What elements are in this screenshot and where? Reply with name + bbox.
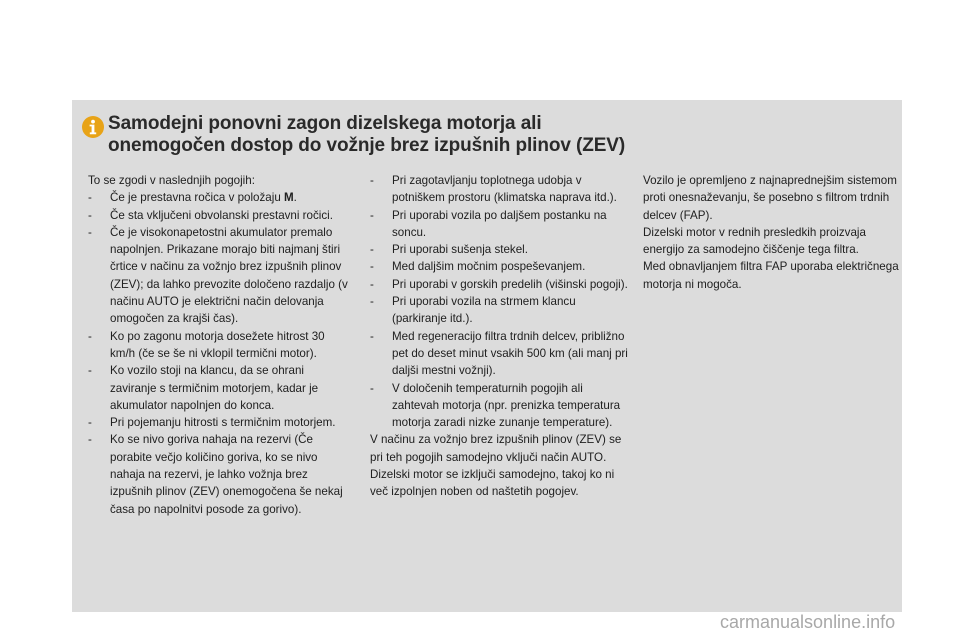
list-item: - V določenih temperaturnih pogojih ali zahtevah motorja (npr. prenizka temperatura motorja zaradi nizke zunanje temperature). — [370, 380, 632, 432]
list-item: - Ko po zagonu motorja dosežete hitrost 30 km/h (če se še ni vklopil termični motor). — [88, 328, 350, 363]
list-item: - Med regeneracijo filtra trdnih delcev, približno pet do deset minut vsakih 500 km (ali manj pri daljši mestni vožnji). — [370, 328, 632, 380]
fap-text-3: Med obnavljanjem filtra FAP uporaba električnega motorja ni mogoča. — [643, 260, 899, 291]
section-title-line-1: Samodejni ponovni zagon dizelskega motorja ali — [108, 113, 542, 134]
list-item: - Pri zagotavljanju toplotnega udobja v potniškem prostoru (klimatska naprava itd.). — [370, 172, 632, 207]
watermark: carmanualsonline.info — [720, 612, 896, 632]
fap-text-2: Dizelski motor v rednih presledkih proizvaja energijo za samodejno čiščenje tega filtra. — [643, 225, 866, 257]
fap-text-1: Vozilo je opremljeno z najnaprednejšim sistemom proti onesnaževanju, še posebno s filtrom trdnih delcev (FAP). — [643, 174, 897, 222]
condition-list-1 — [88, 189, 350, 518]
column-fap-info — [643, 172, 905, 293]
section-title-line-2: onemogočen dostop do vožnje brez izpušnih plinov (ZEV) — [108, 135, 626, 156]
list-item — [88, 189, 350, 206]
column-conditions-2 — [370, 172, 632, 501]
info-icon — [82, 116, 104, 138]
list-item-text: Če je prestavna ročica v položaju — [110, 191, 284, 205]
list-item: - Pri uporabi v gorskih predelih (višinski pogoji). — [370, 276, 632, 293]
list-item: - Pri pojemanju hitrosti s termičnim motorjem. — [88, 414, 350, 431]
list-item: - Pri uporabi vozila po daljšem postanku na soncu. — [370, 207, 632, 242]
gear-position-label: M — [284, 191, 294, 205]
list-item: - Med daljšim močnim pospeševanjem. — [370, 258, 632, 275]
engine-stop-note: Dizelski motor se izključi samodejno, takoj ko ni več izpolnjen noben od naštetih pogojev. — [370, 468, 615, 499]
column-conditions-1 — [88, 172, 350, 518]
condition-list-2 — [370, 172, 632, 431]
auto-mode-note: V načinu za vožnjo brez izpušnih plinov (ZEV) se pri teh pogojih samodejno vključi način AUTO. — [370, 433, 622, 464]
list-item: - Pri uporabi vozila na strmem klancu (parkiranje itd.). — [370, 293, 632, 328]
list-item: - Če sta vključeni obvolanski prestavni ročici. — [88, 207, 350, 224]
list-item: - Ko vozilo stoji na klancu, da se ohrani zaviranje s termičnim motorjem, kadar je akumulator napolnjen do konca. — [88, 362, 350, 414]
section-title — [108, 113, 625, 157]
list-item: - Če je visokonapetostni akumulator premalo napolnjen. Prikazane morajo biti najmanj štiri črtice v načinu za vožnjo brez izpušnih plinov (ZEV); da lahko prevozite določeno razdaljo (v načinu AUTO je električni način delovanja omogočen za krajši čas). — [88, 224, 350, 328]
list-item: - Pri uporabi sušenja stekel. — [370, 241, 632, 258]
list-item-text: . — [293, 191, 297, 205]
list-item: - Ko se nivo goriva nahaja na rezervi (Če porabite večjo količino goriva, ko se nivo nahaja na rezervi, je lahko vožnja brez izpušnih plinov (ZEV) onemogočena še nekaj časa po napolnitvi posode za gorivo). — [88, 431, 350, 517]
intro-text: To se zgodi v naslednjih pogojih: — [88, 174, 255, 187]
